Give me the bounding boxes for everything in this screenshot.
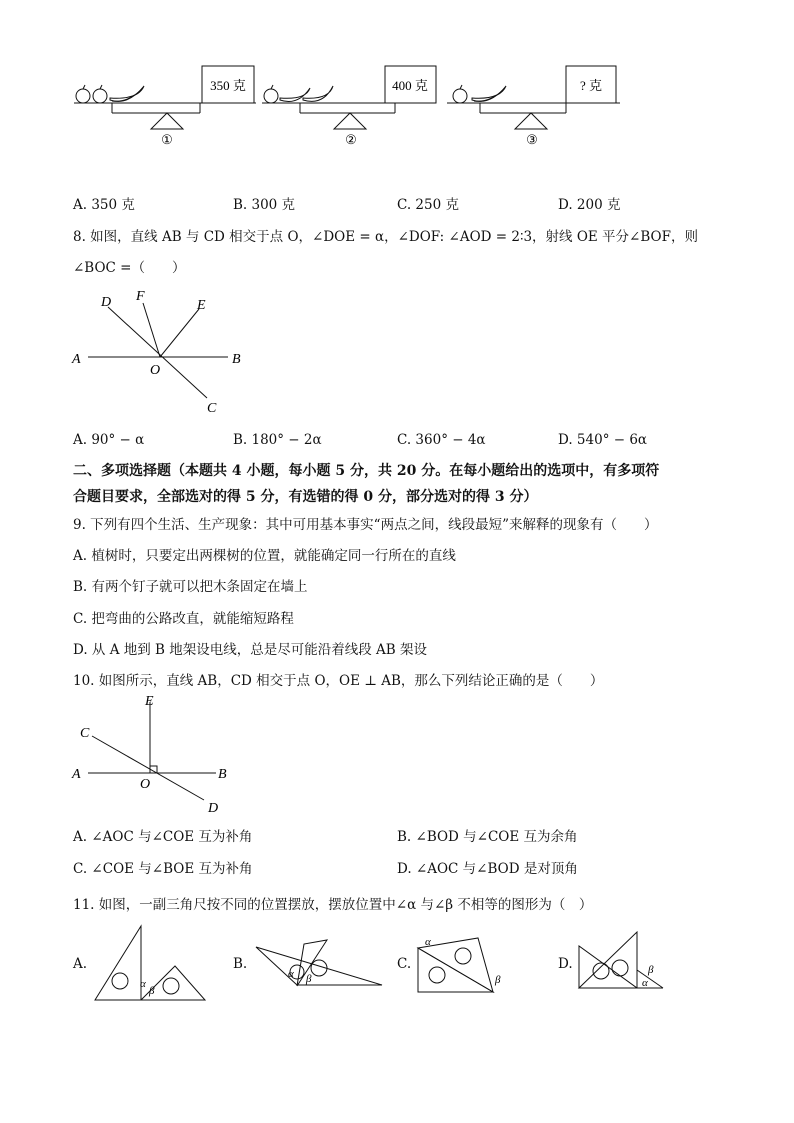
q9-option-a[interactable]: A. 植树时，只要定出两棵树的位置，就能确定同一行所在的直线 (73, 548, 456, 564)
q10-label-o: O (140, 777, 151, 792)
q9-stem: 9. 下列有四个生活、生产现象：其中可用基本事实“两点之间，线段最短”来解释的现象有（ ） (73, 517, 658, 533)
apple-icon (76, 89, 90, 103)
q10-label-e: E (145, 694, 154, 709)
q8-stem-line2: ∠BOC =（ ） (73, 260, 186, 276)
section2-heading-line1: 二、多项选择题（本题共 4 小题，每小题 5 分，共 20 分。在每小题给出的选项中，有多项符 (73, 463, 660, 479)
apple-icon (264, 89, 278, 103)
q9-option-d[interactable]: D. 从 A 地到 B 地架设电线，总是尽可能沿着线段 AB 架设 (73, 642, 428, 658)
q11-set-squares-figures (0, 920, 794, 1010)
q11-option-a[interactable]: A. (73, 956, 88, 972)
q8-option-b[interactable]: B. 180° − 2α (233, 432, 322, 448)
weight-label-3: ? 克 (579, 78, 603, 93)
q11-d-alpha: α (642, 977, 648, 989)
balance-scale-1 (74, 66, 256, 129)
q7-option-d[interactable]: D. 200 克 (558, 197, 621, 213)
q10-option-a[interactable]: A. ∠AOC 与∠COE 互为补角 (73, 829, 253, 845)
q11-b-beta: β (306, 973, 312, 985)
q9-option-b[interactable]: B. 有两个钉子就可以把木条固定在墙上 (73, 579, 308, 595)
scale-number-3: ③ (526, 132, 538, 147)
q11-b-alpha: α (288, 968, 294, 980)
q11-figure-b (256, 940, 382, 986)
q11-stem: 11. 如图，一副三角尺按不同的位置摆放，摆放位置中∠α 与∠β 不相等的图形为（ ） (73, 897, 593, 913)
q10-label-a: A (72, 767, 81, 782)
q8-label-a: A (72, 352, 81, 367)
q10-label-b: B (218, 767, 227, 782)
q8-option-c[interactable]: C. 360° − 4α (397, 432, 486, 448)
balance-scale-3 (447, 66, 620, 129)
balance-scale-2 (262, 66, 436, 129)
q9-option-c[interactable]: C. 把弯曲的公路改直，就能缩短路程 (73, 611, 294, 627)
weight-label-2: 400 克 (392, 78, 428, 93)
q11-c-beta: β (495, 974, 501, 986)
q11-option-d[interactable]: D. (558, 956, 573, 972)
q11-a-alpha: α (140, 978, 146, 990)
q8-label-e: E (197, 298, 206, 313)
q7-option-c[interactable]: C. 250 克 (397, 197, 459, 213)
q11-option-b[interactable]: B. (233, 956, 248, 972)
q8-stem-line1: 8. 如图，直线 AB 与 CD 相交于点 O，∠DOE = α，∠DOF: ∠AOD = 2∶3，射线 OE 平分∠BOF，则 (73, 229, 698, 245)
q8-option-d[interactable]: D. 540° − 6α (558, 432, 648, 448)
q10-perpendicular-figure (70, 690, 250, 820)
banana-icon (303, 86, 333, 101)
q10-option-d[interactable]: D. ∠AOC 与∠BOD 是对顶角 (397, 861, 578, 877)
q7-option-a[interactable]: A. 350 克 (73, 197, 135, 213)
q8-label-b: B (232, 352, 241, 367)
q11-option-c[interactable]: C. (397, 956, 412, 972)
q10-label-c: C (80, 726, 90, 741)
scale-number-2: ② (345, 132, 357, 147)
balance-scales-figure (0, 0, 794, 160)
q8-option-a[interactable]: A. 90° − α (73, 432, 145, 448)
q10-option-c[interactable]: C. ∠COE 与∠BOE 互为补角 (73, 861, 253, 877)
q8-label-o: O (150, 363, 161, 378)
q8-angle-figure (70, 285, 270, 425)
q10-stem: 10. 如图所示，直线 AB，CD 相交于点 O，OE ⊥ AB，那么下列结论正确的是（ ） (73, 673, 604, 689)
banana-icon (280, 88, 310, 102)
q8-label-d: D (101, 295, 112, 310)
q11-c-alpha: α (425, 936, 431, 948)
q10-label-d: D (208, 801, 219, 816)
q8-label-c: C (207, 401, 217, 416)
q10-option-b[interactable]: B. ∠BOD 与∠COE 互为余角 (397, 829, 578, 845)
q11-figure-d (579, 932, 663, 988)
q8-label-f: F (136, 289, 145, 304)
section2-heading-line2: 合题目要求，全部选对的得 5 分，有选错的得 0 分，部分选对的得 3 分） (73, 489, 538, 505)
weight-label-1: 350 克 (210, 78, 246, 93)
apple-icon (453, 89, 467, 103)
apple-icon (93, 89, 107, 103)
q11-d-beta: β (648, 964, 654, 976)
q7-option-b[interactable]: B. 300 克 (233, 197, 296, 213)
scale-number-1: ① (161, 132, 173, 147)
q11-a-beta: β (149, 985, 155, 997)
